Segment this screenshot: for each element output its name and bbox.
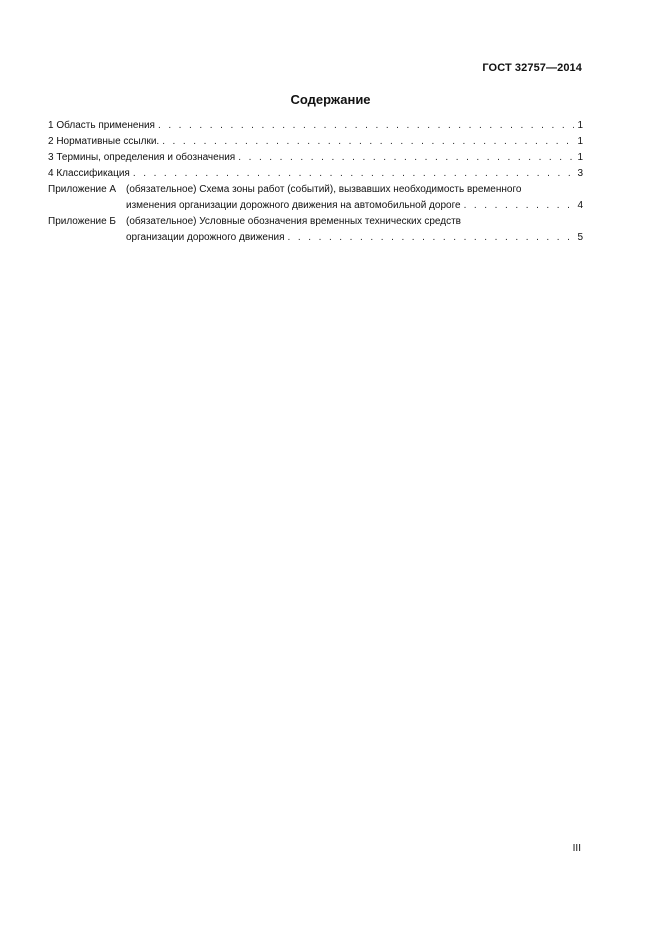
annex-prefix: Приложение А — [48, 184, 117, 195]
toc-entry-label: 4 Классификация — [48, 168, 130, 179]
toc-entry-page: 5 — [577, 232, 583, 243]
toc-entry-annex-b[interactable] — [48, 214, 583, 246]
annex-title-line1: (обязательное) Условные обозначения временных технических средств — [126, 216, 461, 227]
document-code: ГОСТ 32757—2014 — [482, 62, 582, 74]
toc-entry-classification[interactable] — [48, 166, 583, 182]
toc-entry-normative-references[interactable] — [48, 134, 583, 150]
annex-title-line1: (обязательное) Схема зоны работ (событий), вызвавших необходимость временного — [126, 184, 522, 195]
toc-leader-dots — [288, 230, 575, 246]
toc-entry-label: 3 Термины, определения и обозначения — [48, 152, 236, 163]
toc-entry-scope[interactable] — [48, 118, 583, 134]
toc-leader-dots — [158, 118, 574, 134]
annex-title-line2: изменения организации дорожного движения на автомобильной дороге — [126, 200, 461, 211]
toc-entry-label: 1 Область применения — [48, 120, 155, 131]
toc-leader-dots — [464, 198, 575, 214]
toc-entry-terms[interactable] — [48, 150, 583, 166]
annex-title-line2-row — [126, 198, 583, 214]
toc-entry-annex-a[interactable] — [48, 182, 583, 214]
toc-entry-label: 2 Нормативные ссылки. — [48, 136, 160, 147]
toc-entry-page: 1 — [577, 152, 583, 163]
annex-body — [126, 214, 583, 246]
annex-prefix: Приложение Б — [48, 216, 116, 227]
toc-title: Содержание — [290, 92, 371, 107]
annex-title-line2-row — [126, 230, 583, 246]
toc-leader-dots — [238, 150, 574, 166]
toc-leader-dots — [162, 134, 574, 150]
annex-body — [126, 182, 583, 214]
toc-leader-dots — [133, 166, 575, 182]
toc-entry-page: 1 — [577, 136, 583, 147]
page-number: III — [572, 843, 581, 854]
toc-entry-page: 3 — [577, 168, 583, 179]
toc-entry-page: 1 — [577, 120, 583, 131]
annex-title-line2: организации дорожного движения — [126, 232, 285, 243]
table-of-contents — [48, 118, 583, 246]
toc-entry-page: 4 — [577, 200, 583, 211]
